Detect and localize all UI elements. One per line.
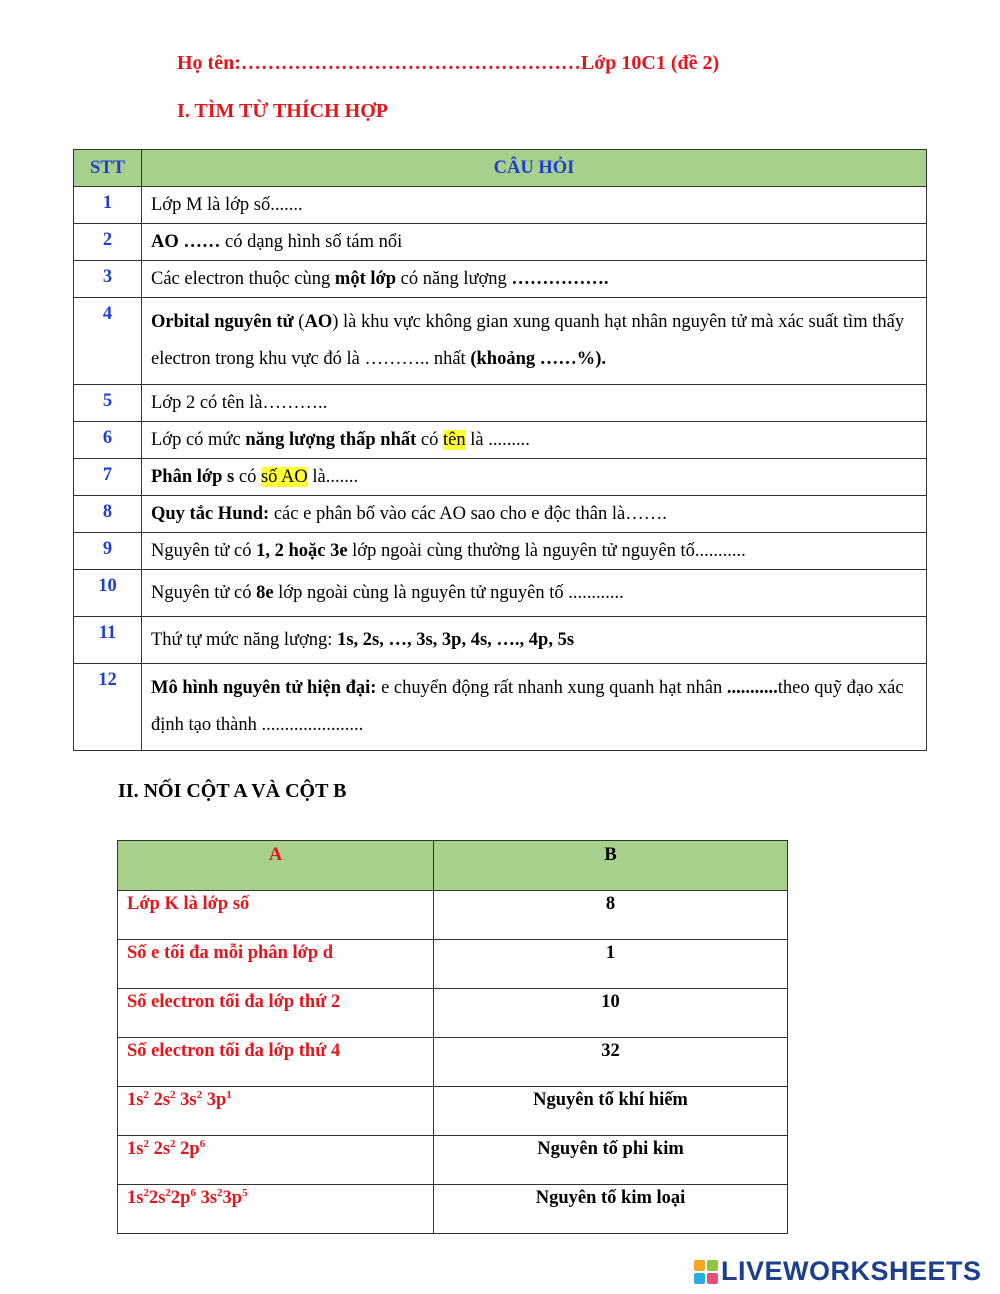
text-run: có [234,467,261,487]
question-text [142,385,927,422]
text-run: các e phân bố vào các AO sao cho e độc thân là……. [269,504,667,524]
superscript: 5 [242,1187,248,1199]
matching-row [118,891,788,940]
superscript: 2 [217,1187,223,1199]
text-run: 1, 2 hoặc 3e [256,541,348,561]
text-run: 1s [127,1188,144,1208]
text-run: 2s [148,1090,171,1110]
logo-square-2 [707,1260,718,1271]
question-text [142,664,927,751]
text-run: 1s, 2s, …, 3s, 3p, 4s, …., 4p, 5s [337,630,575,650]
question-row [74,385,927,422]
text-run: Số electron tối đa lớp thứ 4 [127,1041,341,1061]
question-number: 2 [74,224,142,261]
text-run: ) là khu vực không gian xung quanh hạt nhân nguyên tử mà xác suất tìm thấy electron trong khu vực đó là ……….. nhất [151,312,905,369]
question-number: 6 [74,422,142,459]
stt-header: STT [74,150,142,187]
text-run: 2s [148,1139,171,1159]
column-b-item[interactable]: 8 [434,891,788,940]
question-text [142,298,927,385]
question-text [142,422,927,459]
question-row [74,570,927,617]
text-run: (khoảng ……%). [470,349,607,369]
brand-text: LIVEWORKSHEETS [721,1256,982,1286]
matching-row [118,989,788,1038]
question-row [74,617,927,664]
matching-row [118,940,788,989]
question-header: CÂU HỎI [142,150,927,187]
text-run: lớp ngoài cùng là nguyên tử nguyên tố ............ [273,583,624,603]
column-b-item[interactable]: 10 [434,989,788,1038]
questions-header-row [74,150,927,187]
text-run: là....... [307,467,359,487]
question-number: 1 [74,187,142,224]
text-run: có năng lượng [396,269,512,289]
logo-square-3 [694,1273,705,1284]
text-run: Các electron thuộc cùng [151,269,335,289]
text-run: ……………. [511,269,609,289]
superscript: 2 [170,1089,176,1101]
text-run: năng lượng thấp nhất [245,430,417,450]
column-a-item[interactable] [118,940,434,989]
highlighted-text: tên [443,430,466,450]
question-text [142,261,927,298]
text-run: Nguyên tử có [151,583,257,603]
text-run: lớp ngoài cùng thường là nguyên tử nguyên tố........... [347,541,746,561]
highlighted-text: số AO [260,467,308,487]
text-run: 8e [256,583,274,603]
question-text [142,570,927,617]
column-a-item[interactable] [118,891,434,940]
superscript: 2 [143,1089,149,1101]
superscript: 2 [170,1138,176,1150]
text-run: Mô hình nguyên tử hiện đại: [151,678,377,698]
matching-row [118,1185,788,1234]
text-run: Orbital nguyên tử [151,312,294,332]
column-b-item[interactable]: 32 [434,1038,788,1087]
question-number: 8 [74,496,142,533]
text-run: 3s [175,1090,197,1110]
question-text [142,459,927,496]
matching-header-row [118,841,788,891]
column-b-item[interactable]: Nguyên tố phi kim [434,1136,788,1185]
text-run: 3s [195,1188,218,1208]
text-run: ........... [726,678,778,698]
text-run: Quy tắc Hund: [151,504,270,524]
questions-body [74,187,927,751]
text-run: 3p [202,1090,227,1110]
text-run: 1s [127,1139,144,1159]
superscript: 2 [143,1187,149,1199]
question-row [74,261,927,298]
text-run: 1s [127,1090,144,1110]
superscript: 6 [199,1138,206,1150]
matching-body [118,891,788,1234]
text-run: Lớp 2 có tên là……….. [151,393,328,413]
text-run: Lớp K là lớp số [127,894,250,914]
text-run: theo quỹ đạo xác định tạo thành ...................... [151,678,904,735]
text-run: Nguyên tử có [151,541,257,561]
question-text [142,533,927,570]
liveworksheets-brand [694,1256,982,1287]
questions-table [73,149,927,751]
question-number: 10 [74,570,142,617]
matching-row [118,1038,788,1087]
question-row [74,187,927,224]
superscript: 2 [196,1089,203,1101]
question-number: 5 [74,385,142,422]
column-a-item[interactable] [118,989,434,1038]
matching-row [118,1136,788,1185]
section2-title: II. NỐI CỘT A VÀ CỘT B [118,780,347,802]
matching-row [118,1087,788,1136]
question-number: 12 [74,664,142,751]
column-b-header: B [434,841,788,891]
question-number: 7 [74,459,142,496]
column-b-item[interactable]: Nguyên tố kim loại [434,1185,788,1234]
text-run: 2p [170,1188,191,1208]
text-run: là ......... [465,430,530,450]
logo-square-1 [694,1260,705,1271]
text-run: 2p [175,1139,200,1159]
question-text [142,617,927,664]
text-run: có [416,430,443,450]
question-number: 9 [74,533,142,570]
question-row [74,459,927,496]
text-run: Số electron tối đa lớp thứ 2 [127,992,341,1012]
text-run: Phân lớp s [151,467,235,487]
text-run: 2s [148,1188,166,1208]
text-run: Số e tối đa mỗi phân lớp d [127,943,334,963]
superscript: 2 [143,1138,149,1150]
text-run: Thứ tự mức năng lượng: [151,630,338,650]
question-number: 11 [74,617,142,664]
text-run: 3p [222,1188,243,1208]
question-text [142,496,927,533]
column-a-header: A [118,841,434,891]
section1-title: I. TÌM TỪ THÍCH HỢP [177,100,388,122]
text-run: có dạng hình số tám nổi [220,232,403,252]
column-a-item[interactable] [118,1136,434,1185]
column-a-item[interactable] [118,1185,434,1234]
matching-table [117,840,788,1234]
question-row [74,224,927,261]
question-number: 3 [74,261,142,298]
question-row [74,298,927,385]
superscript: 6 [190,1187,196,1199]
text-run: ( [293,312,305,332]
question-row [74,664,927,751]
superscript: 1 [226,1089,232,1101]
student-name-class-line: Họ tên:……………………………………………Lớp 10C1 (đề 2) [177,52,720,74]
text-run: Lớp có mức [151,430,246,450]
column-b-item[interactable]: 1 [434,940,788,989]
question-number: 4 [74,298,142,385]
question-text [142,187,927,224]
column-a-item[interactable] [118,1087,434,1136]
column-a-item[interactable] [118,1038,434,1087]
question-text [142,224,927,261]
question-row [74,496,927,533]
text-run: một lớp [334,269,397,289]
text-run: AO …… [151,232,221,252]
question-row [74,533,927,570]
column-b-item[interactable]: Nguyên tố khí hiếm [434,1087,788,1136]
text-run: e chuyển động rất nhanh xung quanh hạt nhân [376,678,727,698]
superscript: 2 [165,1187,171,1199]
text-run: Lớp M là lớp số....... [151,195,303,215]
logo-square-4 [707,1273,718,1284]
question-row [74,422,927,459]
text-run: AO [304,312,333,332]
liveworksheets-logo-icon [694,1260,718,1284]
